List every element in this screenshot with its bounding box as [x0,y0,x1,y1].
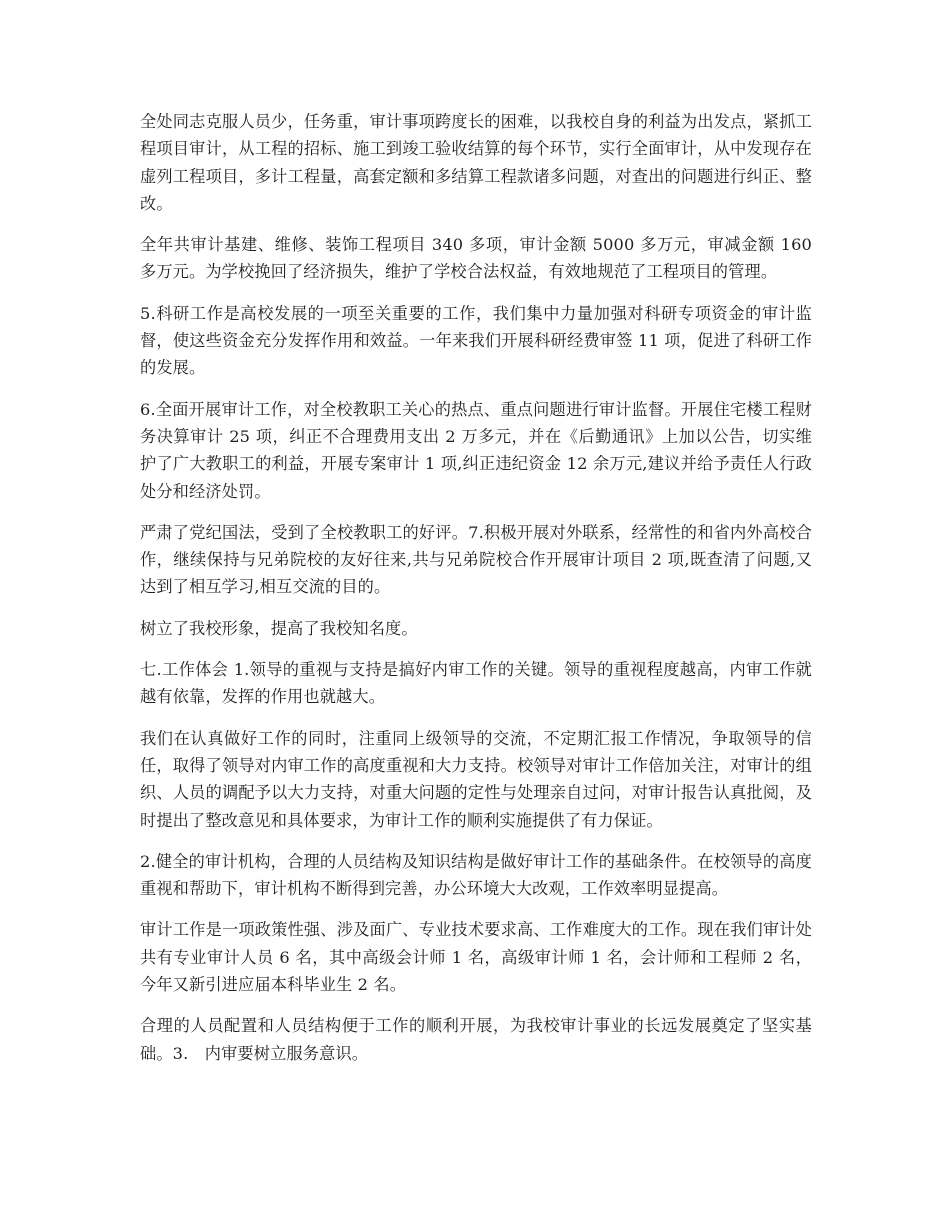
paragraph-audit-staff: 审计工作是一项政策性强、涉及面广、专业技术要求高、工作难度大的工作。现在我们审计处共有专业审计人员 6 名，其中高级会计师 1 名，高级审计师 1 名，会计师和工程师 2 名，今年又新引进应届本科毕业生 2 名。 [140,920,812,995]
paragraph-audit-organization: 2.健全的审计机构，合理的人员结构及知识结构是做好审计工作的基础条件。在校领导的高度重视和帮助下，审计机构不断得到完善，办公环境大大改观，工作效率明显提高。 [140,851,812,899]
paragraph-service-awareness: 合理的人员配置和人员结构便于工作的顺利开展，为我校审计事业的长远发展奠定了坚实基础。3. 内审要树立服务意识。 [140,1016,812,1063]
paragraph-work-experience-leadership: 七.工作体会 1.领导的重视与支持是搞好内审工作的关键。领导的重视程度越高，内审工作就越有依靠，发挥的作用也就越大。 [140,660,812,707]
paragraph-school-image: 树立了我校形象，提高了我校知名度。 [140,618,418,638]
paragraph-leadership-support: 我们在认真做好工作的同时，注重同上级领导的交流，不定期汇报工作情况，争取领导的信任，取得了领导对内审工作的高度重视和大力支持。校领导对审计工作倍加关注，对审计的组织、人员的调配予以大力支持，对重大问题的定性与处理亲自过问，对审计报告认真批阅，及时提出了整改意见和具体要求，为审计工作的顺利实施提供了有力保证。 [140,728,812,830]
paragraph-research-audit: 5.科研工作是高校发展的一项至关重要的工作，我们集中力量加强对科研专项资金的审计监督，使这些资金充分发挥作用和效益。一年来我们开展科研经费审签 11 项，促进了科研工作的发展。 [140,303,812,378]
paragraph-external-cooperation: 严肃了党纪国法，受到了全校教职工的好评。7.积极开展对外联系，经常性的和省内外高校合作，继续保持与兄弟院校的友好往来,共与兄弟院校合作开展审计项目 2 项,既查清了问题,又达到了相互学习,相互交流的目的。 [140,522,812,597]
document-body [140,108,812,1081]
paragraph-project-audit: 全处同志克服人员少，任务重，审计事项跨度长的困难，以我校自身的利益为出发点，紧抓工程项目审计，从工程的招标、施工到竣工验收结算的每个环节，实行全面审计，从中发现存在虚列工程项目，多计工程量，高套定额和多结算工程款诸多问题，对查出的问题进行纠正、整改。 [140,112,812,213]
paragraph-annual-audit-totals: 全年共审计基建、维修、装饰工程项目 340 多项，审计金额 5000 多万元，审减金额 160 多万元。为学校挽回了经济损失，维护了学校合法权益，有效地规范了工程项目的管理。 [140,235,812,282]
paragraph-comprehensive-audit: 6.全面开展审计工作，对全校教职工关心的热点、重点问题进行审计监督。开展住宅楼工程财务决算审计 25 项，纠正不合理费用支出 2 万多元，并在《后勤通讯》上加以公告，切实维护了广大教职工的利益，开展专案审计 1 项,纠正违纪资金 12 余万元,建议并给予责任人行政处分和经济处罚。 [140,399,812,501]
